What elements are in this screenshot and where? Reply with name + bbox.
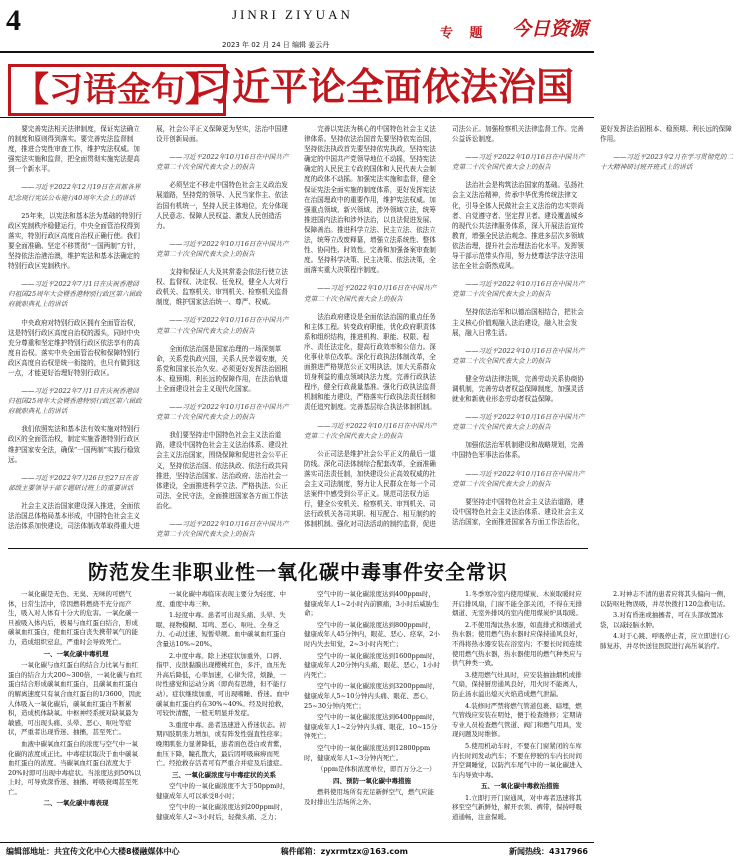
source-citation: ——习近平2022年10月16日在中国共产党第二十次全国代表大会上的报告	[452, 413, 585, 432]
header-rule	[0, 51, 594, 53]
column-name: 专 题	[440, 26, 489, 41]
paragraph: 空气中的一氧化碳浓度达到6400ppm时，健康成年人1~2分钟内头痛、眼花，10~15分钟死亡；	[304, 713, 440, 741]
paragraph: 全面依法治国是国家治理的一场深刻革命，关系党执政兴国，关系人民幸福安康，关系党和国家长治久安。必须更好发挥法治固根本、稳预期、利长远的保障作用，在法治轨道上全面建设社会主义现代化国家。	[156, 344, 288, 393]
section-divider	[8, 548, 588, 549]
source-citation: ——习近平2022年7月1日在庆祝香港回归祖国25周年大会暨香港特别行政区第六届政府就职典礼上的讲话	[8, 387, 142, 416]
source-citation: ——习近平2022年7月26日至27日在省部级主要领导干部专题研讨班上的重要讲话	[8, 473, 139, 492]
source-citation: ——习近平2022年10月16日在中国共产党第二十次全国代表大会上的报告	[156, 403, 289, 422]
paragraph: 空气中的一氧化碳浓度达到12800ppm时，健康成年人1~3分钟内死亡。	[304, 743, 431, 762]
source-citation: ——习近平2022年7月1日在庆祝香港回归祖国25周年大会暨香港特别行政区第六届政府就职典礼上的讲话	[8, 280, 142, 309]
paragraph: 健全劳动法律法规，完善劳动关系协商协调机制，完善劳动者权益保障制度，加强灵活就业和新就业形态劳动者权益保障。	[452, 374, 584, 404]
paragraph: 法治政府建设是全面依法治国的重点任务和主体工程。转变政府职能，优化政府职责体系和组织结构，推进机构、职能、权限、程序、责任法定化，提高行政效率和公信力。深化事业单位改革。深化行政执法体制改革，全面推进严格规范公正文明执法，加大关系群众切身利益的重点领域执法力度，完善行政执法程序，健全行政裁量基准。强化行政执法监督机制和能力建设，严格落实行政执法责任制和责任追究制度。完善基层综合执法体制机制。	[304, 312, 436, 412]
source-citation: ——习近平2022年10月16日在中国共产党第二十次全国代表大会上的报告	[156, 153, 289, 172]
paragraph: 3.重度中毒。患者迅速进入昏迷状态。初期四肢肌张力增加，或有阵发性强直性痉挛；晚期肌张力显著降低，患者面色苍白或青紫，血压下降，瞳孔散大，最后因呼吸麻痹而死亡。经抢救存活者可有严重合并症及后遗症。	[156, 720, 286, 768]
page-footer	[6, 846, 588, 857]
paragraph: 1.轻度中毒。患者可出现头痛、头晕、失眠、视物模糊、耳鸣、恶心、呕吐、全身乏力、心动过速、短暂晕厥。血中碳氧血红蛋白含量达10%~20%。	[156, 611, 286, 648]
paragraph: 中央政府对特别行政区拥有全面管治权，这是特别行政区高度自治权的源头，同时中央充分尊重和坚定维护特别行政区依法享有的高度自治权。落实中央全面管治权和保障特别行政区高度自治权是统一衔接的，也只有做到这一点，才能更好治理好特别行政区。	[8, 318, 140, 377]
paragraph: 要完善宪法相关法律制度，保证宪法确立的制度和原则得到落实。要完善宪法监督制度，推进合宪性审查工作，维护宪法权威。加强宪法实施和监督，把全面贯彻实施宪法提高到一个新水平。	[8, 125, 140, 174]
paragraph: 3.对有昏迷或抽搐者，可在头部放置冰袋，以减轻脑水肿。	[600, 611, 724, 629]
source-citation: ——习近平2022年12月19日在首都各界纪念现行宪法公布施行40周年大会上的讲话	[8, 183, 141, 202]
source-citation: ——习近平2022年10月16日在中国共产党第二十次全国代表大会上的报告	[156, 316, 289, 335]
source-citation: ——习近平2022年10月16日在中国共产党第二十次全国代表大会上的报告	[452, 153, 585, 172]
source-citation: ——习近平2022年10月16日在中国共产党第二十次全国代表大会上的报告	[304, 421, 437, 440]
paragraph: 空气中的一氧化碳浓度达到3200ppm时，健康成年人5~10分钟内头痛、眼花、恶心，25~30分钟内死亡；	[304, 682, 440, 710]
paragraph: 4.对于心跳、呼吸停止者，应立即进行心肺复苏，并尽快送往医院进行高压氧治疗。	[600, 632, 730, 650]
paragraph: 1.冬季寒冷室内使用煤炭、木炭取暖时应开启排风扇，门窗不能全部关闭，不得在无排烟道、无室外排风的室内使用煤炭炉具取暖。	[452, 590, 582, 618]
paragraph: 2.不使用淘汰热水器，如直排式和烟道式热水器；使用燃气热水器时应保持通风良好，不得将热水器安装在浴室内；不要长时间连续使用燃气热水器，热水器使用的燃气种类应与供气种类一致。	[452, 620, 582, 668]
paragraph: 2.中度中毒。除上述症状加重外，口唇、指甲、皮肤黏膜出现樱桃红色，多汗，血压先升高后降低，心率加速，心律失常，烦躁，一时性感觉和运动分离（即尚有思维，但不能行动）。症状继续加重，可出现嗜睡、昏迷。血中碳氧血红蛋白约在30%~40%。经及时抢救，可较快清醒，一般无明显并发症。	[156, 651, 290, 718]
page-number: 4	[6, 4, 21, 37]
paragraph: 4.装修时严禁将燃气管道包裹、暗埋，燃气管线应安装在明处，便于检查维修；定期请专业人员检查燃气管道、阀门和燃气用具，发现问题及时维修。	[452, 701, 582, 739]
paragraph: 坚持依法治军和以德治国相结合，把社会主义核心价值观融入法治建设，融入社会发展，融入日常生活。	[452, 308, 584, 337]
source-citation: ——习近平2022年10月16日在中国共产党第二十次全国代表大会上的报告	[452, 280, 585, 299]
paragraph: 空气中的一氧化碳浓度不大于50ppm时，健康成年人可以承受8小时；	[156, 782, 290, 800]
paragraph: 5.使用机动车时，不要在门窗紧闭的车库内长时间发动汽车；不要在停驶的车内长时间开空调睡觉，以防汽车尾气中的一氧化碳进入车内导致中毒。	[452, 741, 582, 779]
source-citation: ——习近平2022年10月16日在中国共产党第二十次全国代表大会上的报告	[452, 346, 585, 365]
date-line: 2023 年 02 月 24 日 编辑 姜云丹	[222, 41, 330, 49]
paragraph: （ppm是体积浓度单位，即百万分之一）	[317, 765, 436, 774]
source-citation: ——习近平2022年10月16日在中国共产党第二十次全国代表大会上的报告	[452, 469, 585, 488]
paragraph: 支持和保证人大及其常委会依法行使立法权、监督权、决定权、任免权，健全人大对行政机关、监察机关、审判机关、检察机关监督制度，维护国家法治统一、尊严、权威。	[156, 268, 288, 307]
subheading: 二、一氧化碳中毒表现	[43, 799, 109, 808]
paragraph: 加强依法治军机制建设和战略规划，完善中国特色军事法治体系。	[452, 441, 584, 460]
paragraph: 空气中的一氧化碳浓度达到800ppm时，健康成年人45分钟内，眼花、恶心、痉挛，2小时内失去知觉，2~3小时内死亡；	[304, 620, 440, 648]
source-citation: ——习近平2022年10月16日在中国共产党第二十次全国代表大会上的报告	[156, 520, 289, 539]
paragraph: 公正司法是维护社会公平正义的最后一道防线。深化司法体制综合配套改革，全面准确落实司法责任制，加快建设公正高效权威的社会主义司法制度，努力让人民群众在每一个司法案件中感受到公平正义。规范司法权力运行，健全公安机关、检察机关、审判机关、司法行政机关各司其职、相互配合、相互制约的体制机制。强化对司法活动的制约监督，促进司法公正。加强检察机关法律监督工作。完善公益诉讼制度。	[304, 125, 584, 529]
paragraph: 血液中碳氧血红蛋白的浓度与空气中一氧化碳的浓度成正比。中毒症状取决于血中碳氧血红蛋白的浓度。当碳氧血红蛋白浓度大于20%时即可出现中毒症状。当浓度达到50%以上时，可导致深昏迷、抽搐、呼吸衰竭甚至死亡。	[8, 739, 141, 796]
column-title-box: 【习语金句】	[8, 64, 226, 116]
paragraph: 一氧化碳是无色、无臭、无味的可燃气体，日常生活中，常因燃料燃烧不充分而产生，吸入对人体有十分大的危害。一氧化碳一旦被吸入体内后，极易与血红蛋白结合，形成碳氧血红蛋白，使血红蛋白丧失携带氧气的能力，造成组织窒息，严重时会导致死亡。	[8, 590, 138, 646]
title-rule	[0, 117, 594, 118]
paragraph: 我们依照宪法和基本法有效实施对特别行政区的全面管治权，制定实施香港特别行政区维护国家安全法，确保“一国两制”实践行稳致远。	[8, 425, 141, 464]
paragraph: 要坚持走中国特色社会主义法治道路，建设中国特色社会主义法治体系、建设社会主义法治国家，全面推进国家各方面工作法治化，更好发挥法治固根本、稳预期、利长远的保障作用。	[452, 125, 732, 526]
safety-article-body	[8, 590, 730, 828]
footer-rule	[0, 842, 594, 843]
subheading: 四、预防一氧化碳中毒措施	[333, 776, 411, 785]
safety-article-title: 防范发生非职业性一氧化碳中毒事件安全常识	[88, 560, 508, 584]
paragraph: 燃料使用场所有充足新鲜空气，燃气应能及时排出生活场所之外。	[304, 788, 434, 806]
paragraph: 我们要坚持走中国特色社会主义法治道路，建设中国特色社会主义法治体系、建设社会主义法治国家，围绕保障和促进社会公平正义，坚持依法治国、依法执政、依法行政共同推进，坚持法治国家、法治政府、法治社会一体建设，全面推进科学立法、严格执法、公正司法、全民守法，全面推进国家各方面工作法治化。	[156, 431, 288, 510]
paragraph: 法治社会是构筑法治国家的基础。弘扬社会主义法治精神，传承中华优秀传统法律文化，引导全体人民做社会主义法治的忠实崇尚者、自觉遵守者、坚定捍卫者。建设覆盖城乡的现代公共法律服务体系，深入开展法治宣传教育，增强全民法治观念。推进多层次多领域依法治理，提升社会治理法治化水平。发挥领导干部示范带头作用，努力使尊法学法守法用法在全社会蔚然成风。	[452, 181, 584, 271]
footer-email: 稿件邮箱：zyxrmtzx@163.com	[280, 847, 408, 856]
paragraph: 2.对神志不清的患者应将其头偏向一侧，以防呕吐物误吸，并尽快拨打120急救电话。	[600, 590, 730, 608]
source-citation: ——习近平2023年2月在学习贯彻党的二十大精神研讨班开班式上的讲话	[600, 153, 734, 172]
article-body	[8, 124, 734, 544]
page-header	[0, 0, 594, 54]
brand-logo: 今日资源	[512, 18, 589, 40]
subheading: 三、一氧化碳浓度与中毒症状的关系	[172, 770, 276, 779]
paragraph: 3.使用燃气灶具时，应安装抽油烟机或排气扇，保持厨房通风良好，用火时不能离人，防止汤水溢出熄灭火焰造成燃气泄漏。	[452, 670, 582, 698]
paragraph: 空气中的一氧化碳浓度达到200ppm时，健康成年人2~3小时后，轻微头痛、乏力；	[156, 803, 287, 822]
article-title: 习近平论全面依法治国	[194, 65, 575, 109]
paragraph: 25年来，以宪法和基本法为基础的特别行政区宪制秩序稳健运行，中央全面管治权得到落实，特别行政区高度自治权正确行使。我们要全面准确、坚定不移贯彻“一国两制”方针，坚持依法治港治澳，维护宪法和基本法确定的特别行政区宪制秩序。	[8, 211, 142, 271]
paragraph: 一氧化碳与血红蛋白的结合力比氧与血红蛋白的结合力大200~300倍，一氧化碳与血红蛋白结合形成碳氧血红蛋白，且碳氧血红蛋白的解离速度只有氧合血红蛋白的1/3600，因此人体吸入一氧化碳后，碳氧血红蛋白不断累积，造成机体缺氧。中枢神经系统对缺氧最为敏感，可出现头痛、头晕、恶心、呕吐等症状，严重者出现昏迷、抽搐，甚至死亡。	[8, 661, 143, 737]
paragraph: 一氧化碳中毒临床表现主要分为轻度、中度、重度中毒三种。	[156, 590, 286, 608]
paragraph: 社会主义法治国家建设深入推进，全面依法治国总体格局基本形成，中国特色社会主义法治体系加快建设，司法体制改革取得重大进展，社会公平正义保障更为坚实，法治中国建设开创新局面。	[8, 125, 288, 531]
paragraph: 必须坚定不移走中国特色社会主义政治发展道路，坚持党的领导、人民当家作主、依法治国有机统一，坚持人民主体地位，充分体现人民意志、保障人民权益、激发人民创造活力。	[156, 181, 288, 230]
footer-hotline: 新闻热线：4317966	[509, 847, 588, 856]
source-citation: ——习近平2022年10月16日在中国共产党第二十次全国代表大会上的报告	[156, 239, 289, 258]
paragraph: 空气中的一氧化碳浓度达到400ppm时，健康成年人1~2小时内前额痛，3小时后威胁生命；	[304, 590, 439, 618]
paragraph: 1.立即打开门窗通风，对中毒者迅速将其移至空气新鲜处，解开衣领、裤带，保持呼吸道通畅，注意保暖。	[452, 793, 582, 822]
paragraph: 完善以宪法为核心的中国特色社会主义法律体系。坚持依法治国首先要坚持依宪治国，坚持依法执政首先要坚持依宪执政，坚持宪法确定的中国共产党领导地位不动摇，坚持宪法确定的人民民主专政的国体和人民代表大会制度的政体不动摇。加强宪法实施和监督，健全保证宪法全面实施的制度体系，更好发挥宪法在治国理政中的重要作用，维护宪法权威。加强重点领域、新兴领域、涉外领域立法，统筹推进国内法治和涉外法治，以良法促进发展、保障善治。推进科学立法、民主立法、依法立法，统筹立改废释纂，增强立法系统性、整体性、协同性、时效性。完善和加强备案审查制度。坚持科学决策、民主决策、依法决策，全面落实重大决策程序制度。	[304, 125, 436, 275]
subheading: 五、一氧化碳中毒救治措施	[481, 782, 559, 791]
paragraph: 空气中的一氧化碳浓度达到1600ppm时，健康成年人20分钟内头痛、眼花、恶心，1小时内死亡；	[304, 651, 440, 679]
source-citation: ——习近平2022年10月16日在中国共产党第二十次全国代表大会上的报告	[304, 284, 437, 303]
subheading: 一、一氧化碳中毒机理	[43, 649, 109, 658]
masthead: JINRI ZIYUAN	[232, 7, 353, 22]
footer-address: 编辑部地址：共宜传文化中心大楼8楼融媒体中心	[6, 847, 180, 856]
